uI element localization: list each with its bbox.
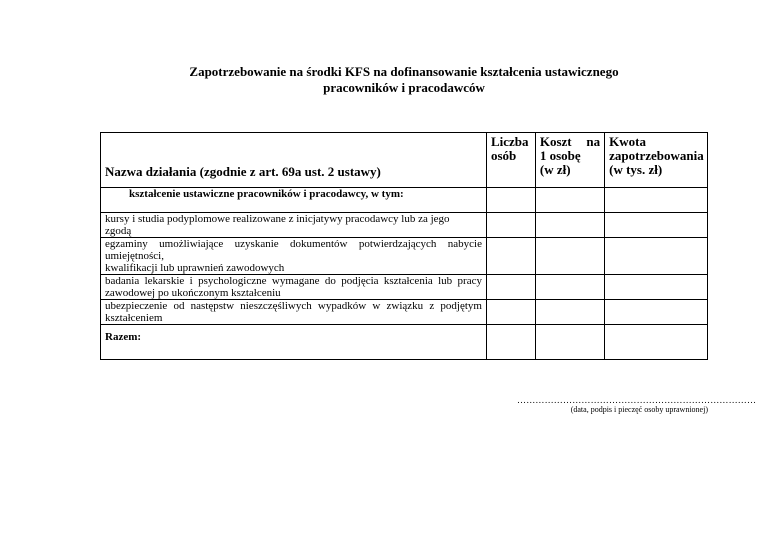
cell-input-count[interactable] xyxy=(486,238,535,275)
cell-input-count[interactable] xyxy=(486,188,535,213)
cell-courses: kursy i studia podyplomowe realizowane z inicjatywy pracodawcy lub za jego zgodą xyxy=(101,213,487,238)
cell-total-cost[interactable] xyxy=(535,325,604,360)
cell-input-amount[interactable] xyxy=(605,213,708,238)
cell-input-amount[interactable] xyxy=(605,275,708,300)
cell-input-cost[interactable] xyxy=(535,275,604,300)
table-row-insurance xyxy=(101,300,708,325)
cell-input-cost[interactable] xyxy=(535,300,604,325)
cell-exams: egzaminy umożliwiające uzyskanie dokumentów potwierdzających nabycie umiejętności, kwalifikacji lub uprawnień zawodowych xyxy=(101,238,487,275)
title-line-1: Zapotrzebowanie na środki KFS na dofinansowanie kształcenia ustawicznego xyxy=(189,64,619,79)
header-action-name: Nazwa działania (zgodnie z art. 69a ust. 2 ustawy) xyxy=(101,133,487,188)
table-row-medical xyxy=(101,275,708,300)
cell-input-cost[interactable] xyxy=(535,238,604,275)
cell-input-amount[interactable] xyxy=(605,188,708,213)
header-cost-per-person: Koszt na 1 osobę (w zł) xyxy=(535,133,604,188)
cell-general-education: kształcenie ustawiczne pracowników i pracodawcy, w tym: xyxy=(101,188,487,213)
document-title xyxy=(100,64,708,96)
cell-input-cost[interactable] xyxy=(535,213,604,238)
cell-input-cost[interactable] xyxy=(535,188,604,213)
cell-medical-exams: badania lekarskie i psychologiczne wymagane do podjęcia kształcenia lub pracy zawodowej po ukończonym kształceniu xyxy=(101,275,487,300)
cell-insurance: ubezpieczenie od następstw nieszczęśliwych wypadków w związku z podjętym kształceniem xyxy=(101,300,487,325)
cell-input-count[interactable] xyxy=(486,213,535,238)
header-person-count: Liczba osób xyxy=(486,133,535,188)
signature-line: …………………………………………………………………… xyxy=(517,395,757,405)
cell-total-label: Razem: xyxy=(101,325,487,360)
cell-total-amount[interactable] xyxy=(605,325,708,360)
cell-total-count[interactable] xyxy=(486,325,535,360)
table-row-exams xyxy=(101,238,708,275)
cell-input-amount[interactable] xyxy=(605,300,708,325)
title-line-2: pracowników i pracodawców xyxy=(323,80,485,95)
header-demand-amount: Kwota zapotrzebowania (w tys. zł) xyxy=(605,133,708,188)
signature-caption: (data, podpis i pieczęć osoby uprawnionej) xyxy=(570,405,708,414)
table-header-row xyxy=(101,133,708,188)
cell-input-count[interactable] xyxy=(486,300,535,325)
table-row-total xyxy=(101,325,708,360)
kfs-demand-table xyxy=(100,132,708,360)
cell-input-amount[interactable] xyxy=(605,238,708,275)
table-row-general xyxy=(101,188,708,213)
table-row-courses xyxy=(101,213,708,238)
cell-input-count[interactable] xyxy=(486,275,535,300)
